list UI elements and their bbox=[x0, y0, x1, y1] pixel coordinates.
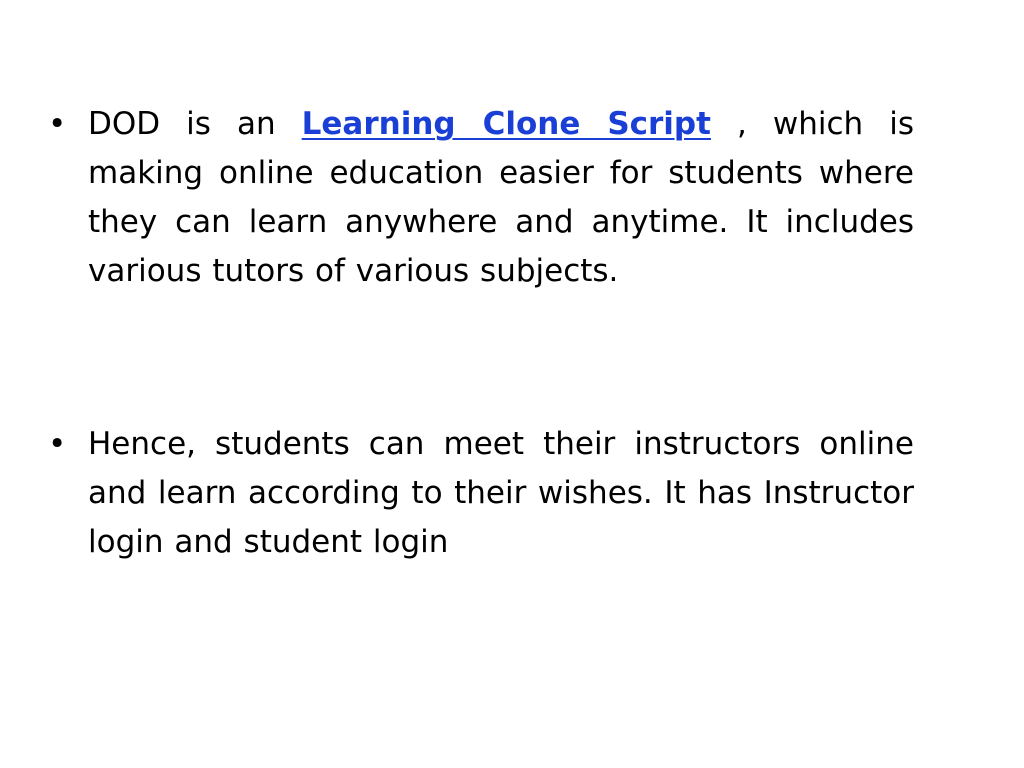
bullet-text-after-link: , which is making online education easier for students where they can learn anywhere and anytime. It includes various tutors of various subjects. bbox=[88, 106, 914, 289]
bullet-list bbox=[48, 100, 914, 567]
bullet-text: Hence, students can meet their instructors online and learn according to their wishes. It has Instructor login and student login bbox=[88, 426, 914, 560]
bullet-item-dod bbox=[48, 100, 914, 296]
bullet-marker: • bbox=[48, 106, 67, 142]
bullet-text-before-link: DOD is an bbox=[88, 106, 302, 142]
bullet-marker: • bbox=[48, 426, 67, 462]
bullet-item-instructors bbox=[48, 420, 914, 567]
learning-clone-script-link[interactable]: Learning Clone Script bbox=[301, 106, 711, 142]
